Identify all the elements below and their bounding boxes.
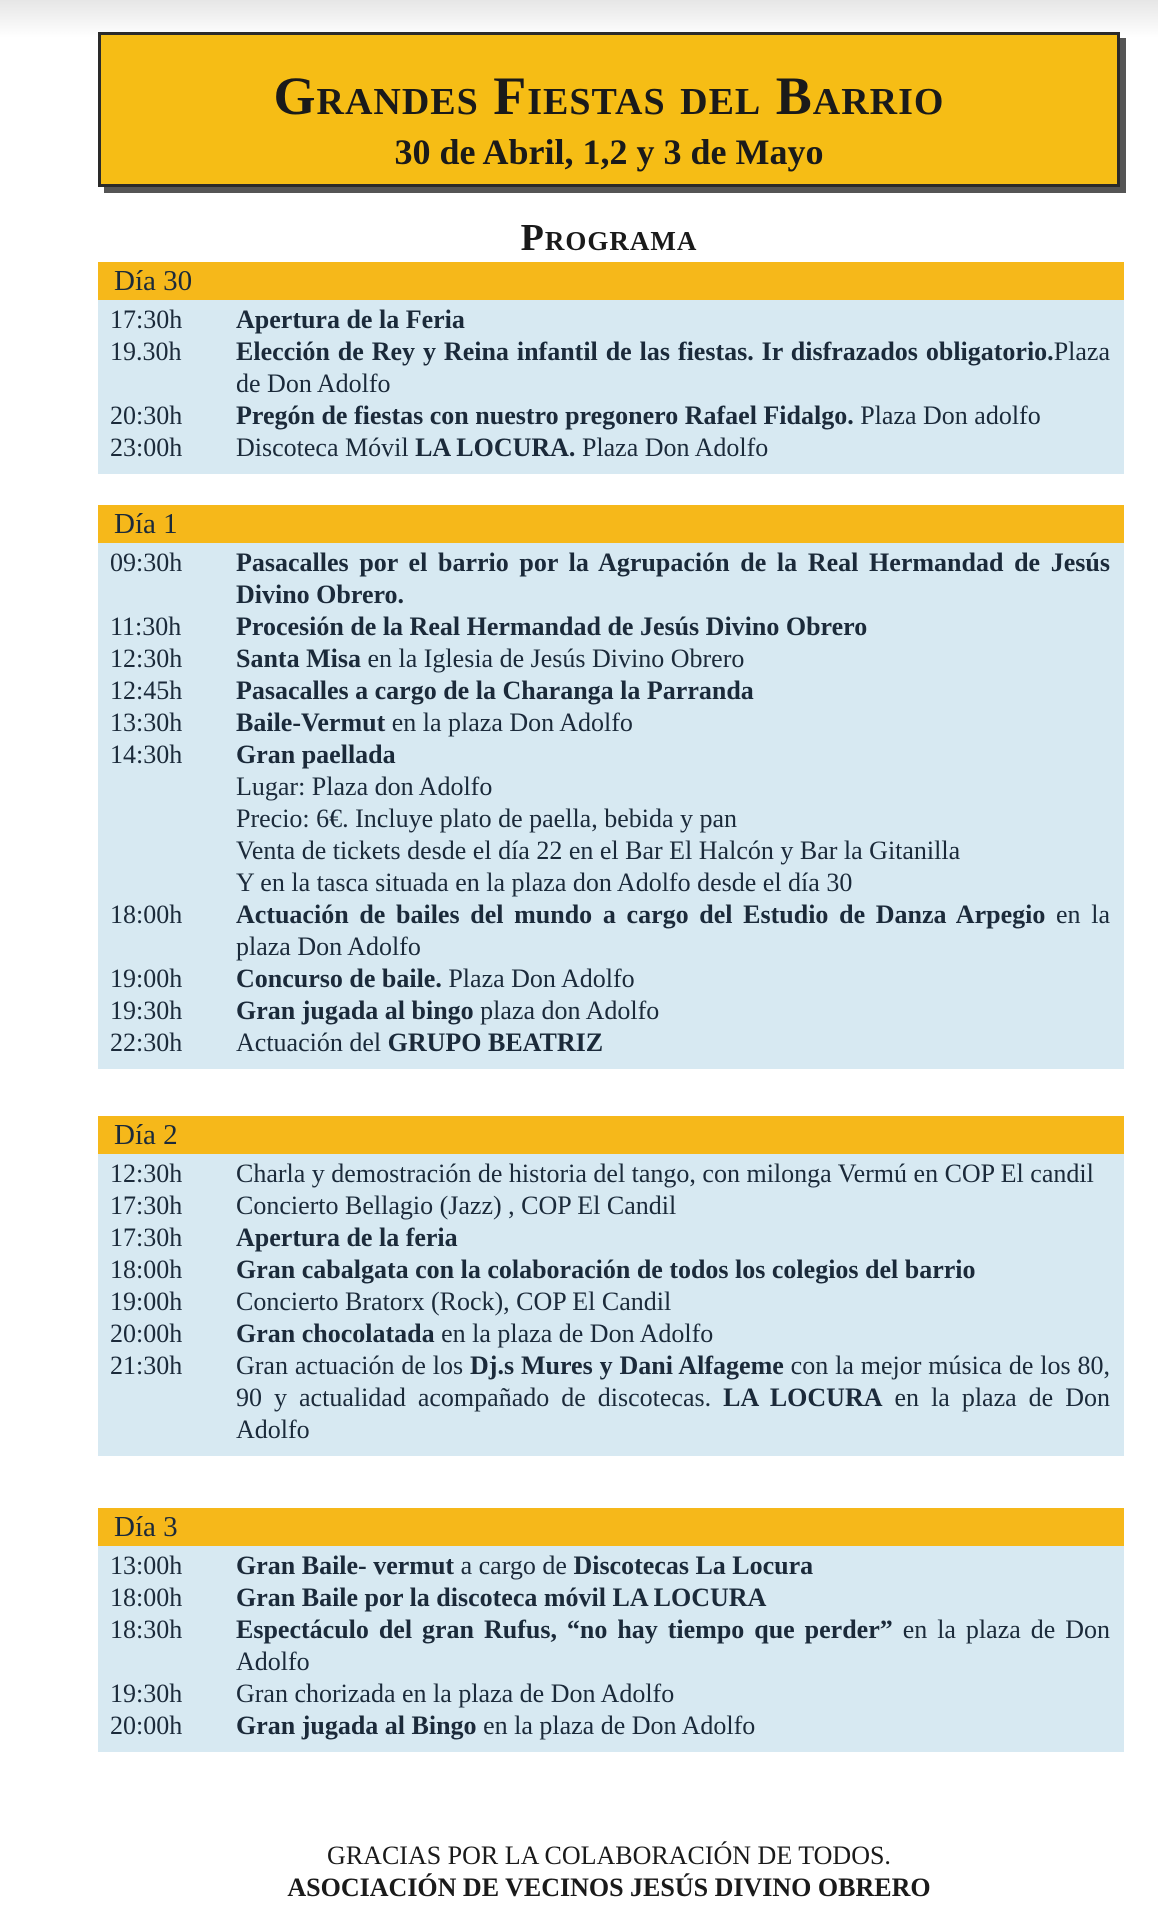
event-text: Santa Misa xyxy=(236,644,361,673)
event-description xyxy=(222,995,1124,1027)
event-text: Elección de Rey y Reina infantil de las fiestas. Ir disfrazados obligatorio. xyxy=(236,337,1054,366)
event-text: Dj.s Mures y Dani Alfageme xyxy=(470,1351,784,1380)
event-text: en la plaza de Don Adolfo xyxy=(236,1615,1111,1676)
schedule-row xyxy=(98,1222,1124,1254)
day-section-3 xyxy=(98,1508,1124,1752)
day-section-30 xyxy=(98,262,1124,474)
event-description xyxy=(222,611,1124,643)
event-time: 17:30h xyxy=(110,1223,183,1252)
event-description xyxy=(222,963,1124,995)
event-description xyxy=(222,1550,1124,1582)
event-text: Plaza de Don Adolfo xyxy=(236,337,1110,398)
schedule-row xyxy=(98,963,1124,995)
event-description xyxy=(222,304,1124,336)
event-text: Lugar: Plaza don Adolfo xyxy=(236,772,493,801)
event-description xyxy=(222,675,1124,707)
schedule-row xyxy=(98,643,1124,675)
event-time: 19:30h xyxy=(110,1679,183,1708)
event-description xyxy=(222,1158,1124,1190)
event-time: 13:00h xyxy=(110,1551,183,1580)
schedule-row xyxy=(98,1550,1124,1582)
event-title: Grandes Fiestas del Barrio xyxy=(273,66,945,126)
event-text: Gran jugada al Bingo xyxy=(236,1711,477,1740)
day-section-2 xyxy=(98,1116,1124,1456)
event-text: plaza don Adolfo xyxy=(473,996,660,1025)
event-time: 12:30h xyxy=(110,644,183,673)
event-text: LA LOCURA xyxy=(723,1383,883,1412)
event-text: Pregón de fiestas con nuestro pregonero Rafael Fidalgo. xyxy=(236,401,854,430)
event-time: 18:00h xyxy=(110,1583,183,1612)
event-text: Baile-Vermut xyxy=(236,708,386,737)
event-time: 12:30h xyxy=(110,1159,183,1188)
day-header: Día 30 xyxy=(98,262,1124,300)
footer-thanks: GRACIAS POR LA COLABORACIÓN DE TODOS. xyxy=(327,1841,891,1870)
day-events xyxy=(98,1546,1124,1752)
event-text: en la plaza de Don Adolfo xyxy=(434,1319,714,1348)
event-text: Gran jugada al bingo xyxy=(236,996,474,1025)
event-text: Gran Baile- vermut xyxy=(236,1551,455,1580)
event-description xyxy=(222,1222,1124,1254)
event-time: 14:30h xyxy=(110,740,183,769)
event-description xyxy=(222,1027,1124,1059)
event-text: Pasacalles por el barrio por la Agrupación de la Real Hermandad de Jesús Divino Obrero. xyxy=(236,548,1110,609)
event-text: Charla y demostración de historia del tango, con milonga Vermú en COP El candil xyxy=(236,1159,1094,1188)
event-dates: 30 de Abril, 1,2 y 3 de Mayo xyxy=(394,132,824,172)
event-time: 20:00h xyxy=(110,1319,183,1348)
event-text: Concierto Bratorx (Rock), COP El Candil xyxy=(236,1287,672,1316)
schedule-row xyxy=(98,803,1124,835)
event-time: 12:45h xyxy=(110,676,183,705)
event-text: LA LOCURA. xyxy=(415,433,576,462)
event-text: Discoteca Móvil xyxy=(236,433,416,462)
event-description xyxy=(222,867,1124,899)
event-banner xyxy=(98,32,1120,187)
event-time: 20:30h xyxy=(110,401,183,430)
event-text: GRUPO BEATRIZ xyxy=(387,1028,604,1057)
event-description xyxy=(222,432,1124,464)
schedule-row xyxy=(98,611,1124,643)
schedule-row xyxy=(98,1158,1124,1190)
event-time: 19:00h xyxy=(110,1287,183,1316)
event-description xyxy=(222,1350,1124,1446)
event-time xyxy=(98,803,222,835)
schedule-row xyxy=(98,400,1124,432)
event-time: 11:30h xyxy=(110,612,182,641)
event-text: Actuación del xyxy=(236,1028,388,1057)
schedule-row xyxy=(98,771,1124,803)
event-text: Gran Baile por la discoteca móvil LA LOCURA xyxy=(236,1583,767,1612)
event-description xyxy=(222,1678,1124,1710)
schedule-row xyxy=(98,1614,1124,1678)
event-description xyxy=(222,1190,1124,1222)
event-description xyxy=(222,547,1124,611)
day-header: Día 3 xyxy=(98,1508,1124,1546)
event-description xyxy=(222,1582,1124,1614)
schedule-row xyxy=(98,1190,1124,1222)
schedule-row xyxy=(98,304,1124,336)
event-description xyxy=(222,1318,1124,1350)
event-time xyxy=(98,835,222,867)
event-description xyxy=(222,1286,1124,1318)
schedule-row xyxy=(98,835,1124,867)
event-description xyxy=(222,643,1124,675)
event-description xyxy=(222,336,1124,400)
day-section-1 xyxy=(98,505,1124,1069)
schedule-row xyxy=(98,707,1124,739)
event-time: 19:00h xyxy=(110,964,183,993)
schedule-row xyxy=(98,867,1124,899)
schedule-row xyxy=(98,1254,1124,1286)
event-time: 21:30h xyxy=(110,1351,183,1380)
day-events xyxy=(98,543,1124,1069)
day-header: Día 2 xyxy=(98,1116,1124,1154)
event-description xyxy=(222,400,1124,432)
event-time: 19.30h xyxy=(110,337,182,366)
event-text: Procesión de la Real Hermandad de Jesús Divino Obrero xyxy=(236,612,868,641)
schedule-row xyxy=(98,1350,1124,1446)
schedule-row xyxy=(98,675,1124,707)
event-text: Apertura de la Feria xyxy=(236,305,465,334)
event-time: 09:30h xyxy=(110,548,183,577)
event-time: 23:00h xyxy=(110,433,183,462)
event-text: en la plaza de Don Adolfo xyxy=(236,1383,1111,1444)
event-text: Gran cabalgata con la colaboración de todos los colegios del barrio xyxy=(236,1255,976,1284)
event-text: Espectáculo del gran Rufus, “no hay tiempo que perder” xyxy=(236,1615,893,1644)
event-time: 18:00h xyxy=(110,900,183,929)
event-description xyxy=(222,1614,1124,1678)
event-time: 20:00h xyxy=(110,1711,183,1740)
event-text: Concierto Bellagio (Jazz) , COP El Candil xyxy=(236,1191,677,1220)
event-text: Venta de tickets desde el día 22 en el Bar El Halcón y Bar la Gitanilla xyxy=(236,836,961,865)
event-text: Concurso de baile. xyxy=(236,964,442,993)
schedule-row xyxy=(98,1318,1124,1350)
footer-association: ASOCIACIÓN DE VECINOS JESÚS DIVINO OBRERO xyxy=(287,1873,931,1902)
event-description xyxy=(222,739,1124,771)
event-text: Pasacalles a cargo de la Charanga la Parranda xyxy=(236,676,754,705)
event-description xyxy=(222,771,1124,803)
event-time: 18:30h xyxy=(110,1615,183,1644)
event-description xyxy=(222,707,1124,739)
event-text: Discotecas La Locura xyxy=(573,1551,814,1580)
event-time: 18:00h xyxy=(110,1255,183,1284)
day-events xyxy=(98,1154,1124,1456)
event-time xyxy=(98,867,222,899)
event-text: Gran actuación de los xyxy=(236,1351,471,1380)
event-description xyxy=(222,803,1124,835)
event-text: a cargo de xyxy=(454,1551,574,1580)
event-description xyxy=(222,835,1124,867)
event-text: Y en la tasca situada en la plaza don Adolfo desde el día 30 xyxy=(236,868,853,897)
schedule-row xyxy=(98,1678,1124,1710)
footer xyxy=(0,1840,1158,1904)
schedule-row xyxy=(98,1582,1124,1614)
event-time: 22:30h xyxy=(110,1028,183,1057)
schedule-row xyxy=(98,1286,1124,1318)
event-text: en la plaza Don Adolfo xyxy=(385,708,633,737)
schedule-row xyxy=(98,336,1124,400)
schedule-row xyxy=(98,899,1124,963)
event-text: Actuación de bailes del mundo a cargo del Estudio de Danza Arpegio xyxy=(236,900,1046,929)
event-text: Gran paellada xyxy=(236,740,396,769)
event-description xyxy=(222,1254,1124,1286)
event-text: en la Iglesia de Jesús Divino Obrero xyxy=(360,644,745,673)
event-description xyxy=(222,899,1124,963)
event-text: en la plaza Don Adolfo xyxy=(236,900,1110,961)
event-text: Plaza Don adolfo xyxy=(853,401,1041,430)
event-time xyxy=(98,771,222,803)
day-header: Día 1 xyxy=(98,505,1124,543)
program-title: Programa xyxy=(520,217,698,259)
event-description xyxy=(222,1710,1124,1742)
event-text: Gran chocolatada xyxy=(236,1319,435,1348)
schedule-row xyxy=(98,739,1124,771)
event-text: Plaza Don Adolfo xyxy=(575,433,769,462)
event-text: Gran chorizada en la plaza de Don Adolfo xyxy=(236,1679,675,1708)
event-text: Plaza Don Adolfo xyxy=(441,964,635,993)
schedule-row xyxy=(98,1027,1124,1059)
schedule-row xyxy=(98,995,1124,1027)
event-time: 13:30h xyxy=(110,708,183,737)
schedule-row xyxy=(98,1710,1124,1742)
event-time: 19:30h xyxy=(110,996,183,1025)
schedule-row xyxy=(98,547,1124,611)
event-text: en la plaza de Don Adolfo xyxy=(476,1711,756,1740)
event-time: 17:30h xyxy=(110,305,183,334)
event-time: 17:30h xyxy=(110,1191,183,1220)
event-text: Precio: 6€. Incluye plato de paella, bebida y pan xyxy=(236,804,738,833)
event-text: Apertura de la feria xyxy=(236,1223,458,1252)
event-text: con la mejor música de los 80, 90 y actualidad acompañado de discotecas. xyxy=(236,1351,1111,1412)
schedule-row xyxy=(98,432,1124,464)
day-events xyxy=(98,300,1124,474)
